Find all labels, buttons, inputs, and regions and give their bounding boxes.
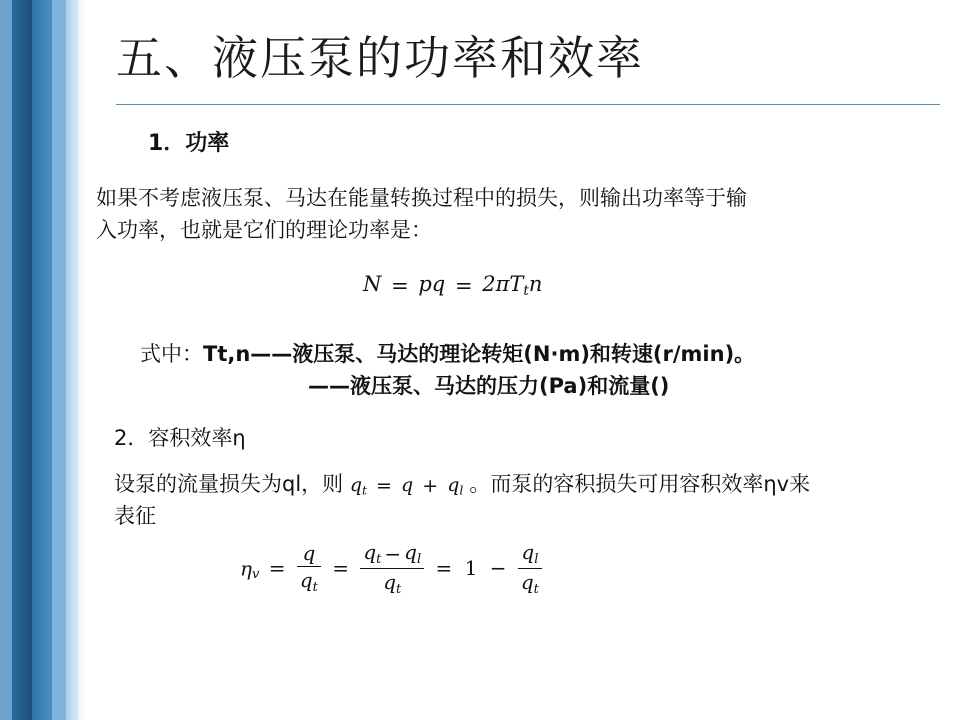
formula-n-speed: n bbox=[528, 272, 543, 296]
eta-sub: v bbox=[251, 566, 260, 582]
formula-pq: pq bbox=[418, 272, 446, 296]
eta: η bbox=[240, 556, 252, 581]
slide-title: 五、液压泵的功率和效率 bbox=[116, 31, 644, 85]
frac1-num: q bbox=[302, 541, 316, 566]
fraction-3 bbox=[518, 540, 542, 597]
frac1-den: q bbox=[299, 568, 313, 593]
frac3-num: q bbox=[521, 540, 535, 564]
volumetric-efficiency-formula bbox=[240, 540, 544, 597]
flow-sub: t bbox=[362, 483, 367, 498]
frac2-den-sub: t bbox=[396, 581, 402, 597]
formula-subscript: t bbox=[523, 283, 529, 300]
frac2-num-b-sub: l bbox=[416, 551, 422, 567]
frac3-den-sub: t bbox=[533, 581, 539, 597]
formula-2pit: 2πT bbox=[482, 272, 524, 296]
where-line1-text: Tt,n——液压泵、马达的理论转矩(N·m)和转速(r/min)。 bbox=[203, 342, 756, 366]
formula-equals: = bbox=[391, 273, 409, 298]
eq-sign: = bbox=[268, 556, 286, 581]
section2-text-b: 。而泵的容积损失可用容积效率ηv来 bbox=[469, 472, 811, 496]
flow-q: q bbox=[447, 474, 460, 496]
where-line1 bbox=[140, 338, 755, 368]
frac2-den: q bbox=[383, 569, 397, 594]
flow-q: q bbox=[401, 474, 414, 496]
section1-paragraph-line1: 如果不考虑液压泵、马达在能量转换过程中的损失，则输出功率等于输 bbox=[96, 186, 747, 210]
frac2-minus: − bbox=[384, 541, 402, 566]
fraction-1 bbox=[297, 541, 321, 595]
frac2-num-b: q bbox=[404, 540, 417, 564]
one: 1 bbox=[464, 556, 478, 581]
frac3-num-sub: l bbox=[534, 551, 539, 567]
minus-sign: − bbox=[489, 556, 507, 581]
eq-sign: = bbox=[332, 556, 349, 581]
fraction-2 bbox=[360, 540, 424, 597]
flow-equals: = bbox=[376, 475, 392, 497]
section1-paragraph-line2: 入功率，也就是它们的理论功率是： bbox=[96, 218, 432, 242]
frac2-num-a-sub: t bbox=[376, 551, 382, 567]
section2-paragraph-line2: 表征 bbox=[114, 504, 156, 528]
eq-sign: = bbox=[435, 556, 453, 581]
flow-sub: l bbox=[459, 483, 464, 498]
flow-formula bbox=[350, 474, 470, 496]
formula-equals: = bbox=[454, 273, 473, 298]
section2-text-a: 设泵的流量损失为ql，则 bbox=[114, 472, 344, 496]
formula-n: N bbox=[363, 272, 382, 296]
where-label: 式中： bbox=[140, 342, 203, 366]
flow-q: q bbox=[349, 474, 363, 496]
frac1-den-sub: t bbox=[312, 580, 318, 596]
frac2-num-a: q bbox=[363, 540, 377, 564]
decorative-side-stripes bbox=[0, 0, 86, 720]
section2-heading: 2．容积效率η bbox=[114, 426, 246, 450]
frac3-den: q bbox=[520, 569, 534, 594]
section2-paragraph-line1 bbox=[114, 468, 810, 498]
flow-plus: + bbox=[422, 475, 439, 497]
title-divider bbox=[116, 104, 940, 105]
section1-heading: 1．功率 bbox=[148, 131, 230, 156]
where-line2: ——液压泵、马达的压力(Pa)和流量() bbox=[308, 374, 670, 398]
power-formula bbox=[363, 272, 542, 299]
